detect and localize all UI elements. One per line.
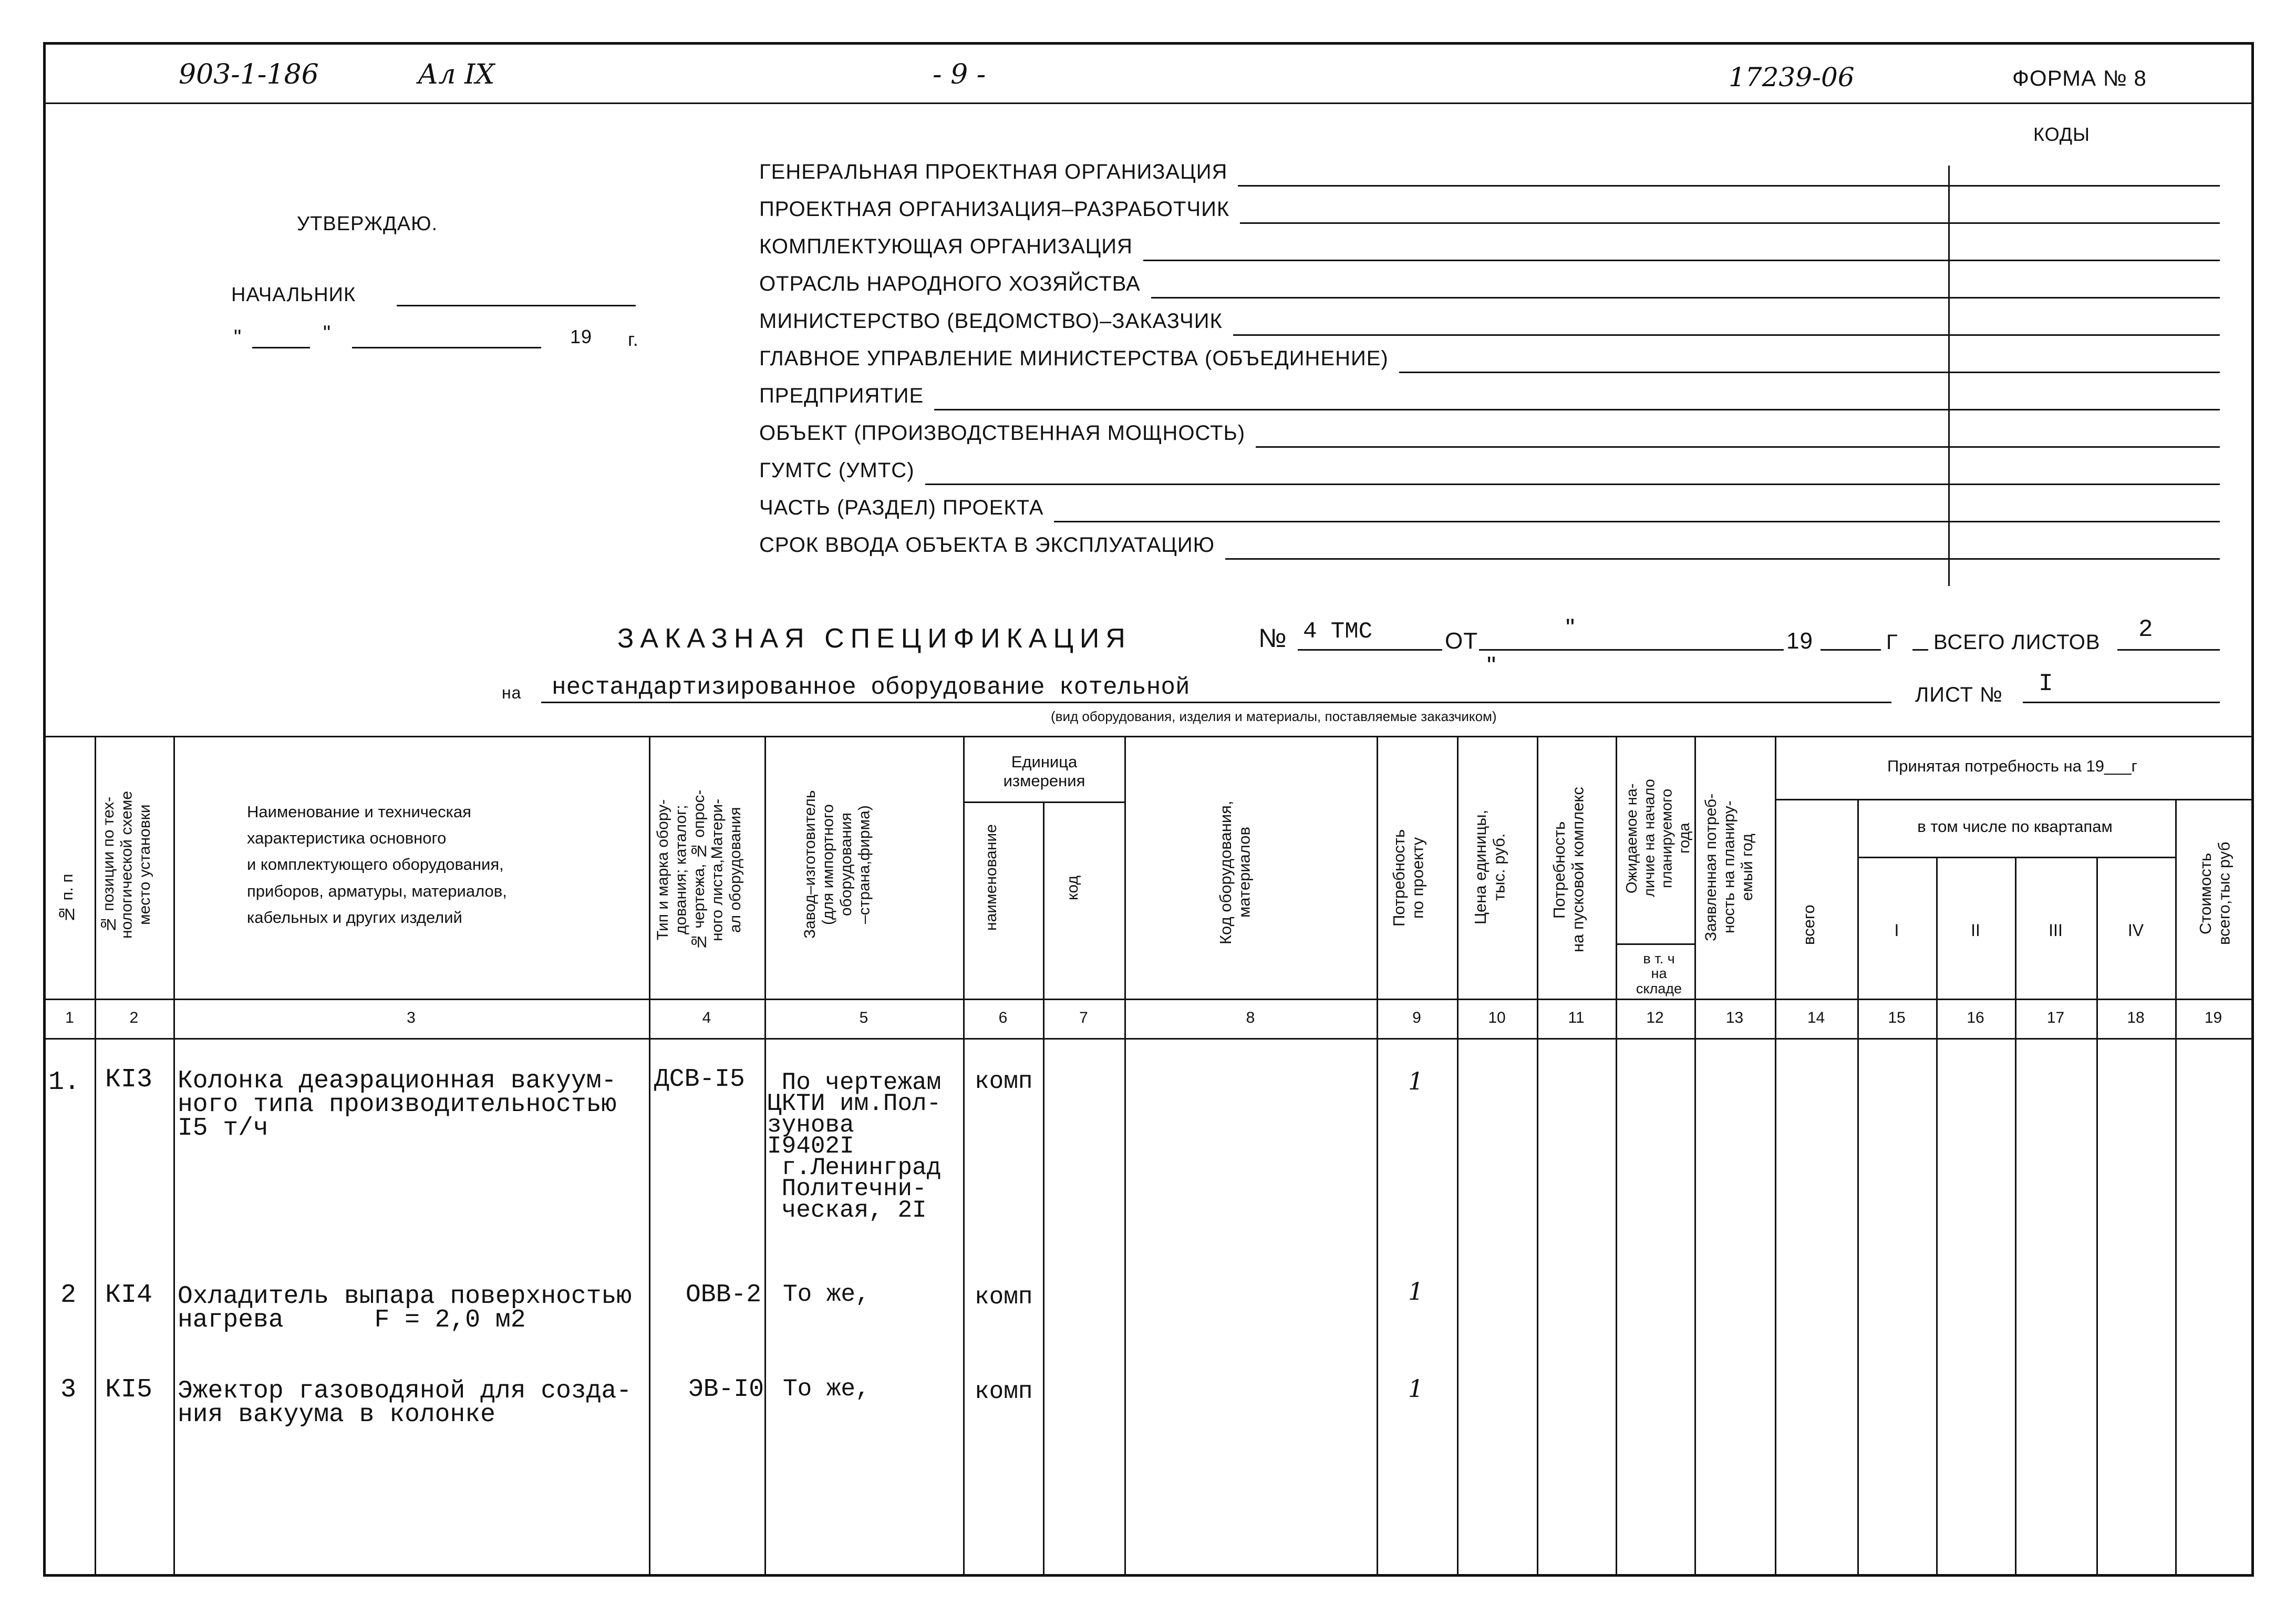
spec-hint: (вид оборудования, изделия и материалы, поставляемые заказчиком) bbox=[1051, 708, 1497, 724]
day-line bbox=[252, 347, 310, 348]
spec-on-value: нестандартизированное оборудование котельной bbox=[552, 674, 1190, 701]
spec-no-value: 4 ТМС bbox=[1303, 619, 1373, 645]
org-field-line bbox=[1151, 297, 2220, 299]
row-2-type: ОВВ-2 bbox=[686, 1281, 762, 1309]
row-2-need: 1 bbox=[1408, 1277, 1424, 1305]
col-header-14: всего bbox=[1799, 904, 1818, 945]
org-field-line bbox=[934, 409, 2220, 410]
row-3-name: Эжектор газоводяной для созда- ния вакуума в колонке bbox=[178, 1377, 632, 1430]
col-header-12: Ожидаемое на- личие на начало планируемого года bbox=[1623, 779, 1693, 898]
column-number: 3 bbox=[407, 1009, 416, 1026]
spec-total-value: 2 bbox=[2138, 616, 2153, 643]
quarters-group-line bbox=[1857, 857, 2175, 858]
org-field-label: ОТРАСЛЬ НАРОДНОГО ХОЗЯЙСТВА bbox=[759, 272, 1141, 295]
col-divider bbox=[1616, 736, 1617, 1576]
spec-year-line bbox=[1821, 649, 1881, 651]
column-number: 17 bbox=[2046, 1009, 2065, 1026]
col-header-11: Потребность на пусковой комплекс bbox=[1550, 787, 1587, 953]
org-field-label: ОБЪЕКТ (ПРОИЗВОДСТВЕННАЯ МОЩНОСТЬ) bbox=[759, 422, 1246, 445]
year-suffix: г. bbox=[628, 328, 639, 350]
col-header-18: IV bbox=[2127, 921, 2144, 940]
column-number-border bbox=[45, 1038, 2251, 1040]
row-1-maker: По чертежам ЦКТИ им.Пол- зунова I9402I г.Ленинград Политечни- ческая, 2I bbox=[767, 1069, 942, 1224]
row-2-pos: КI4 bbox=[105, 1280, 153, 1310]
spec-from-line bbox=[1479, 649, 1784, 651]
col-divider bbox=[1043, 801, 1044, 1576]
col-divider bbox=[1537, 736, 1538, 1576]
spec-sheet-value: I bbox=[2039, 670, 2053, 697]
col-header-1: № п. п bbox=[58, 873, 76, 924]
column-number: 12 bbox=[1646, 1009, 1664, 1026]
accepted-group-line bbox=[1775, 799, 2251, 800]
row-1-name: Колонка деаэрационная вакуум- ного типа производительностью I5 т/ч bbox=[178, 1067, 617, 1143]
column-number: 10 bbox=[1488, 1009, 1506, 1026]
col-divider bbox=[1457, 736, 1459, 1576]
quarters-header: в том числе по квартапам bbox=[1917, 817, 2113, 836]
accepted-header: Принятая потребность на 19___г bbox=[1887, 757, 2137, 775]
col-divider bbox=[649, 736, 650, 1576]
year-prefix: 19 bbox=[570, 326, 593, 347]
org-field-label: ПРЕДПРИЯТИЕ bbox=[759, 384, 924, 407]
spec-on-label: на bbox=[502, 683, 522, 702]
column-number: 16 bbox=[1967, 1009, 1984, 1026]
org-field-line bbox=[1240, 222, 2220, 224]
col-header-9: Потребность по проекту bbox=[1390, 829, 1427, 927]
column-number: 15 bbox=[1888, 1009, 1906, 1026]
column-number: 9 bbox=[1412, 1009, 1421, 1026]
header-bottom-border bbox=[45, 999, 2251, 1000]
spec-sheet-line bbox=[2023, 702, 2220, 703]
org-field-line bbox=[1054, 521, 2220, 522]
org-field-label: ГЛАВНОЕ УПРАВЛЕНИЕ МИНИСТЕРСТВА (ОБЪЕДИНЕНИЕ) bbox=[759, 347, 1389, 370]
column-number: 11 bbox=[1568, 1009, 1585, 1026]
quote-open: " bbox=[234, 326, 242, 349]
column-number: 6 bbox=[998, 1009, 1008, 1026]
column-number: 4 bbox=[702, 1009, 711, 1026]
row-2-unit: комп bbox=[975, 1283, 1033, 1311]
row-3-type: ЭВ-I0 bbox=[688, 1375, 764, 1404]
month-line bbox=[352, 347, 541, 348]
col-divider bbox=[1124, 736, 1126, 1576]
col-header-8: Код оборудования, материалов bbox=[1216, 800, 1254, 944]
org-field-label: КОМПЛЕКТУЮЩАЯ ОРГАНИЗАЦИЯ bbox=[759, 235, 1133, 258]
table-top-border bbox=[45, 736, 2251, 737]
col-divider bbox=[1857, 799, 1859, 1576]
org-field-line bbox=[1225, 558, 2220, 560]
row-2-maker: То же, bbox=[783, 1281, 870, 1308]
col-divider bbox=[2096, 857, 2098, 1576]
row-3-n: 3 bbox=[60, 1375, 77, 1405]
org-field-line bbox=[1233, 334, 2220, 336]
col-divider bbox=[764, 736, 766, 1576]
row-1-need: 1 bbox=[1408, 1067, 1424, 1095]
col-divider bbox=[95, 736, 96, 1576]
chief-line bbox=[397, 305, 636, 306]
row-1-unit: комп bbox=[975, 1068, 1033, 1095]
org-field-line bbox=[1143, 260, 2220, 261]
spec-no-line bbox=[1298, 649, 1442, 651]
row-1-type: ДСВ-I5 bbox=[654, 1065, 745, 1094]
spec-title: ЗАКАЗНАЯ СПЕЦИФИКАЦИЯ bbox=[617, 623, 1132, 654]
codes-divider bbox=[1948, 166, 1950, 586]
row-3-need: 1 bbox=[1408, 1374, 1424, 1403]
spec-sheet-label: ЛИСТ № bbox=[1915, 683, 2003, 706]
doc-code-right: 17239-06 bbox=[1729, 62, 1855, 92]
row-1-n: 1. bbox=[48, 1067, 80, 1097]
spec-no-label: № bbox=[1258, 623, 1287, 653]
row-3-unit: комп bbox=[975, 1378, 1033, 1405]
column-number: 13 bbox=[1725, 1009, 1744, 1026]
col-header-17: III bbox=[2049, 921, 2063, 940]
row-3-pos: КI5 bbox=[105, 1375, 153, 1405]
row-2-n: 2 bbox=[60, 1280, 77, 1310]
col-header-6: наименование bbox=[982, 824, 1000, 931]
org-field-label: СРОК ВВОДА ОБЪЕКТА В ЭКСПЛУАТАЦИЮ bbox=[759, 533, 1215, 557]
col-header-7: код bbox=[1064, 876, 1081, 901]
col-divider bbox=[1936, 857, 1938, 1576]
column-number: 18 bbox=[2127, 1009, 2145, 1026]
org-field-label: ГЕНЕРАЛЬНАЯ ПРОЕКТНАЯ ОРГАНИЗАЦИЯ bbox=[759, 160, 1228, 183]
col-header-4: Тип и марка обору- дования; каталог; № чертежа, № опрос- ного листа,Матери- ал оборудования bbox=[654, 789, 744, 950]
spec-dash bbox=[1912, 649, 1928, 651]
column-number: 7 bbox=[1079, 1009, 1088, 1026]
column-number: 5 bbox=[859, 1009, 868, 1026]
col-header-13: Заявленная потреб- ность на планиру- емый год bbox=[1702, 793, 1756, 941]
spec-on-line bbox=[541, 702, 1891, 703]
album-label: Ал IX bbox=[418, 59, 495, 90]
spec-quote-1: " bbox=[1566, 614, 1576, 642]
chief-label: НАЧАЛЬНИК bbox=[231, 284, 356, 306]
col-header-3: Наименование и техническая характеристика основного и комплектующего оборудования, приборов, арматуры, материалов, кабельных и других изделий bbox=[247, 803, 507, 927]
column-number: 19 bbox=[2204, 1009, 2222, 1026]
column-number: 2 bbox=[129, 1009, 139, 1026]
org-field-line bbox=[925, 484, 2220, 485]
col-header-16: II bbox=[1971, 921, 1980, 940]
row-2-name: Охладитель выпара поверхностью нагрева F = 2,0 м2 bbox=[178, 1282, 632, 1335]
org-field-line bbox=[1399, 372, 2220, 373]
col-header-10: Цена единицы, тыс. руб. bbox=[1471, 809, 1508, 925]
spec-from-label: ОТ bbox=[1445, 628, 1478, 654]
col-divider bbox=[1377, 736, 1378, 1576]
col-header-5: Завод–изготовитель (для импортного оборудования –страна,фирма) bbox=[801, 790, 873, 939]
col-header-15: I bbox=[1894, 921, 1899, 940]
org-field-label: ЧАСТЬ (РАЗДЕЛ) ПРОЕКТА bbox=[759, 496, 1044, 519]
codes-label: КОДЫ bbox=[2033, 124, 2091, 145]
approve-title: УТВЕРЖДАЮ. bbox=[297, 213, 438, 235]
column-number: 14 bbox=[1807, 1009, 1825, 1026]
org-field-label: МИНИСТЕРСТВО (ВЕДОМСТВО)–ЗАКАЗЧИК bbox=[759, 310, 1223, 333]
col-header-6-group: Единица измерения bbox=[1003, 753, 1085, 790]
spec-g-label: Г bbox=[1886, 631, 1898, 654]
column-number: 8 bbox=[1246, 1009, 1255, 1026]
col-divider bbox=[1775, 736, 1776, 1576]
org-field-label: ГУМТС (УМТС) bbox=[759, 459, 915, 482]
col-divider bbox=[2015, 857, 2016, 1576]
column-number: 1 bbox=[65, 1009, 74, 1026]
top-divider bbox=[45, 102, 2251, 104]
row-1-pos: КI3 bbox=[105, 1065, 153, 1095]
col-header-2: № позиции по тех- нологической схеме место установки bbox=[100, 790, 153, 939]
form-number: ФОРМА № 8 bbox=[2012, 66, 2147, 90]
quote-close: " bbox=[323, 322, 332, 345]
org-field-line bbox=[1256, 446, 2220, 448]
spec-year-label: 19 bbox=[1786, 628, 1813, 654]
org-field-label: ПРОЕКТНАЯ ОРГАНИЗАЦИЯ–РАЗРАБОТЧИК bbox=[759, 198, 1230, 221]
doc-code-left: 903-1-186 bbox=[179, 59, 319, 90]
page-number: - 9 - bbox=[933, 59, 986, 90]
org-field-line bbox=[1238, 185, 2220, 187]
col-divider bbox=[2175, 799, 2177, 1576]
col-divider bbox=[963, 736, 965, 1576]
col-header-12-sub: в т. ч на складе bbox=[1636, 951, 1682, 996]
spec-quote-2: " bbox=[1487, 652, 1497, 680]
col-divider bbox=[173, 736, 175, 1576]
spec-total-line bbox=[2117, 649, 2220, 651]
spec-total-label: ВСЕГО ЛИСТОВ bbox=[1933, 631, 2101, 654]
row-3-maker: То же, bbox=[783, 1375, 870, 1403]
col-header-19: Стоимость всего,тыс руб bbox=[2196, 841, 2233, 945]
stock-sub-line bbox=[1616, 943, 1694, 945]
